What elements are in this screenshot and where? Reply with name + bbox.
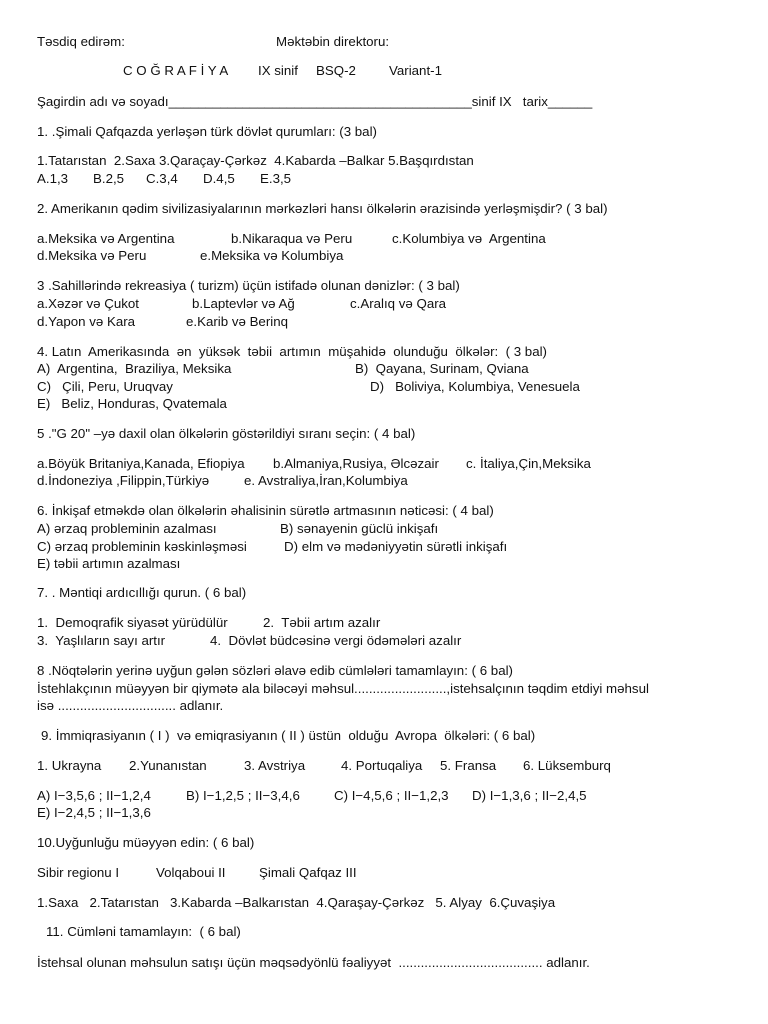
q9-option-c: C) I−4,5,6 ; II−1,2,3 [334,788,449,803]
q1-option-c: C.3,4 [146,171,178,186]
q6-option-c: C) ərzaq probleminin kəskinləşməsi [37,539,247,554]
q7-item-4: 4. Dövlət büdcəsinə vergi ödəmələri azalır [210,633,462,648]
q6-option-b: B) sənayenin güclü inkişafı [280,521,439,536]
q5-title: 5 ."G 20" –yə daxil olan ölkələrin göstərildiyi sıranı seçin: ( 4 bal) [37,426,416,441]
q1-items: 1.Tatarıstan 2.Saxa 3.Qaraçay-Çərkəz 4.Kabarda –Balkar 5.Başqırdıstan [37,153,474,168]
q4-option-e: E) Beliz, Honduras, Qvatemala [37,396,227,411]
q6-option-e: E) təbii artımın azalması [37,556,181,571]
q5-option-b: b.Almaniya,Rusiya, Əlcəzair [273,456,439,471]
q6-title: 6. İnkişaf etməkdə olan ölkələrin əhalisinin sürətlə artmasının nəticəsi: ( 4 bal) [37,503,494,518]
q3-option-c: c.Aralıq və Qara [350,296,447,311]
q4-option-b: B) Qayana, Surinam, Qviana [355,361,529,376]
q3-option-a: a.Xəzər və Çukot [37,296,139,311]
q9-option-a: A) I−3,5,6 ; II−1,2,4 [37,788,151,803]
q7-item-1: 1. Demoqrafik siyasət yürüdülür [37,615,228,630]
grade-label: IX sinif [258,63,298,78]
q2-title: 2. Amerikanın qədim sivilizasiyalarının mərkəzləri hansı ölkələrin ərazisində yerləşmişdir? ( 3 bal) [37,201,608,216]
q1-option-e: E.3,5 [260,171,292,186]
director-label: Məktəbin direktoru: [276,34,390,49]
q1-title: 1. .Şimali Qafqazda yerləşən türk dövlət qurumları: (3 bal) [37,124,377,139]
q9-option-d: D) I−1,3,6 ; II−2,4,5 [472,788,587,803]
q7-item-3: 3. Yaşlıların sayı artır [37,633,166,648]
q3-title: 3 .Sahillərində rekreasiya ( turizm) üçün istifadə olunan dənizlər: ( 3 bal) [37,278,460,293]
q11-title: 11. Cümləni tamamlayın: ( 6 bal) [46,924,241,939]
approve-label: Təsdiq edirəm: [37,34,125,49]
q4-option-c: C) Çili, Peru, Uruqvay [37,379,173,394]
q3-option-e: e.Karib və Berinq [186,314,288,329]
q9-item-4: 4. Portuqaliya [341,758,423,773]
q6-option-a: A) ərzaq probleminin azalması [37,521,217,536]
q11-line: İstehsal olunan məhsulun satışı üçün məqsədyönlü fəaliyyət ....................................... adlanır. [37,955,590,970]
variant-label: Variant-1 [389,63,442,78]
q2-option-b: b.Nikaraqua və Peru [231,231,353,246]
q5-option-e: e. Avstraliya,İran,Kolumbiya [244,473,408,488]
q9-item-3: 3. Avstriya [244,758,306,773]
q9-option-b: B) I−1,2,5 ; II−3,4,6 [186,788,300,803]
q9-item-2: 2.Yunanıstan [129,758,207,773]
q1-option-a: A.1,3 [37,171,69,186]
q7-item-2: 2. Təbii artım azalır [263,615,381,630]
q10-title: 10.Uyğunluğu müəyyən edin: ( 6 bal) [37,835,255,850]
q2-option-d: d.Meksika və Peru [37,248,147,263]
student-line: Şagirdin adı və soyadı_________________________________________sinif IX tarix______ [37,94,593,109]
q9-item-1: 1. Ukrayna [37,758,102,773]
test-label: BSQ-2 [316,63,356,78]
q10-column-1: Sibir regionu I [37,865,120,880]
q1-option-b: B.2,5 [93,171,125,186]
subject-title: C O Ğ R A F İ Y A [123,63,229,78]
q2-option-e: e.Meksika və Kolumbiya [200,248,344,263]
q9-title: 9. İmmiqrasiyanın ( I ) və emiqrasiyanın ( II ) üstün olduğu Avropa ölkələri: ( 6 bal) [41,728,536,743]
q4-title: 4. Latın Amerikasında ən yüksək təbii artımın müşahidə olunduğu ölkələr: ( 3 bal) [37,344,547,359]
q5-option-a: a.Böyük Britaniya,Kanada, Efiopiya [37,456,245,471]
q8-title: 8 .Nöqtələrin yerinə uyğun gələn sözləri əlavə edib cümlələri tamamlayın: ( 6 bal) [37,663,513,678]
q3-option-b: b.Laptevlər və Ağ [192,296,295,311]
q9-item-5: 5. Fransa [440,758,497,773]
q6-option-d: D) elm və mədəniyyətin sürətli inkişafı [284,539,508,554]
q9-option-e: E) I−2,4,5 ; II−1,3,6 [37,805,151,820]
q10-column-3: Şimali Qafqaz III [259,865,357,880]
q8-line-1: İstehlakçının müəyyən bir qiymətə ala biləcəyi məhsul.........................,istehsalçının təqdim etdiyi məhsul [37,681,649,696]
q5-option-c: c. İtaliya,Çin,Meksika [466,456,591,471]
q2-option-a: a.Meksika və Argentina [37,231,175,246]
q4-option-a: A) Argentina, Braziliya, Meksika [37,361,232,376]
q2-option-c: c.Kolumbiya və Argentina [392,231,546,246]
q7-title: 7. . Məntiqi ardıcıllığı qurun. ( 6 bal) [37,585,247,600]
q10-items: 1.Saxa 2.Tatarıstan 3.Kabarda –Balkarıstan 4.Qaraşay-Çərkəz 5. Alyay 6.Çuvaşiya [37,895,556,910]
q4-option-d: D) Boliviya, Kolumbiya, Venesuela [370,379,580,394]
q5-option-d: d.İndoneziya ,Filippin,Türkiyə [37,473,210,488]
q1-option-d: D.4,5 [203,171,235,186]
q10-column-2: Volqaboui II [156,865,226,880]
q3-option-d: d.Yapon və Kara [37,314,136,329]
q8-line-2: isə ................................ adlanır. [37,698,224,713]
q9-item-6: 6. Lüksemburq [523,758,611,773]
